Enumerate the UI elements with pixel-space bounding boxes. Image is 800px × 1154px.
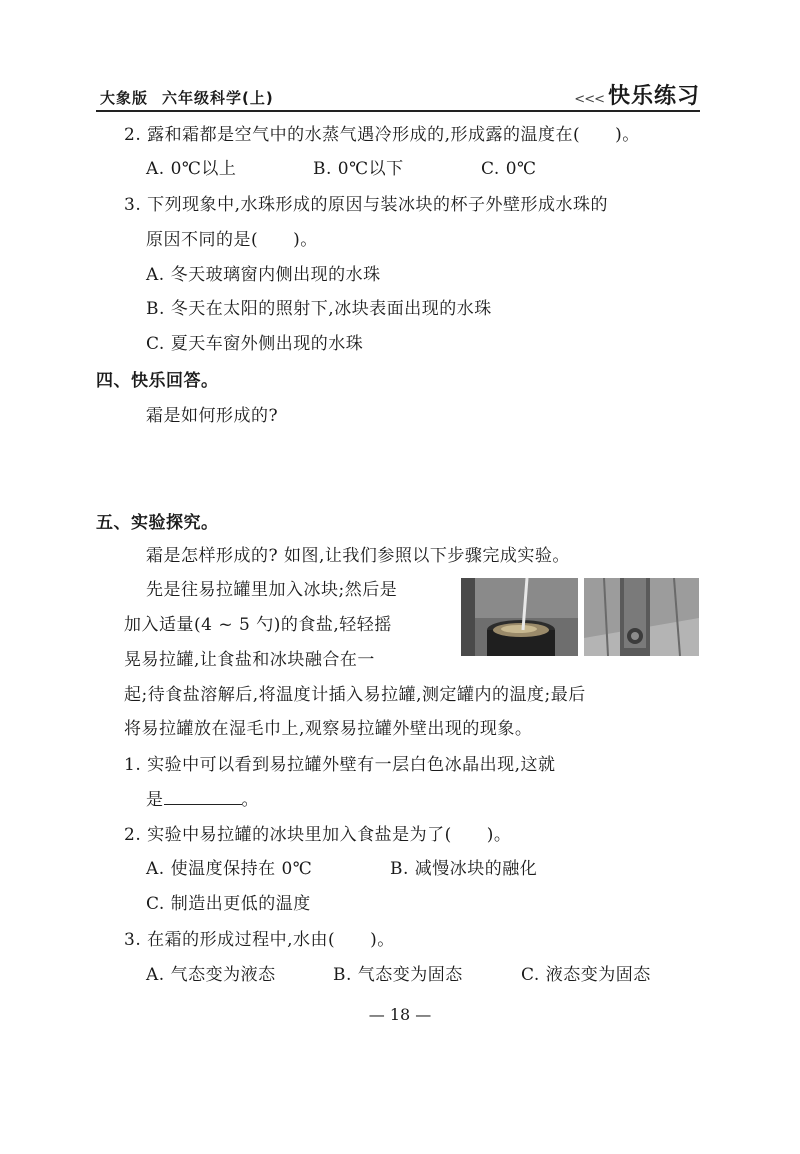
section-4-question: 霜是如何形成的? bbox=[146, 406, 279, 426]
experiment-question-3-option-c: C. 液态变为固态 bbox=[521, 965, 651, 985]
section-banner bbox=[574, 79, 700, 110]
experiment-question-2-option-b: B. 减慢冰块的融化 bbox=[390, 859, 538, 879]
experiment-question-2: 2. 实验中易拉罐的冰块里加入食盐是为了( )。 bbox=[124, 825, 512, 845]
experiment-question-2-option-c: C. 制造出更低的温度 bbox=[146, 894, 311, 914]
section-4-title: 四、快乐回答。 bbox=[96, 371, 219, 391]
section-5-paragraph-line-5: 将易拉罐放在湿毛巾上,观察易拉罐外壁出现的现象。 bbox=[124, 719, 533, 739]
photo-can-with-thermometer bbox=[461, 578, 578, 656]
question-3-line-1: 3. 下列现象中,水珠形成的原因与装冰块的杯子外壁形成水珠的 bbox=[124, 195, 609, 215]
grade-subject-label: 六年级科学(上) bbox=[162, 89, 274, 107]
question-3-line-2: 原因不同的是( )。 bbox=[146, 230, 318, 250]
section-title: 快乐练习 bbox=[607, 84, 700, 109]
header-divider bbox=[96, 110, 700, 112]
experiment-photos bbox=[461, 578, 699, 656]
answer-blank[interactable] bbox=[164, 788, 242, 805]
section-5-title: 五、实验探究。 bbox=[96, 513, 219, 533]
experiment-question-1-line-1: 1. 实验中可以看到易拉罐外壁有一层白色冰晶出现,这就 bbox=[124, 755, 556, 775]
experiment-question-3-option-a: A. 气态变为液态 bbox=[146, 965, 276, 985]
page-number: — 18 — bbox=[368, 1005, 432, 1024]
question-3-option-b: B. 冬天在太阳的照射下,冰块表面出现的水珠 bbox=[146, 299, 492, 319]
section-5-paragraph-line-2: 加入适量(4 ~ 5 勺)的食盐,轻轻摇 bbox=[124, 615, 392, 635]
photo-can-frost bbox=[584, 578, 699, 656]
chevron-left-icon: <<< bbox=[574, 92, 604, 107]
section-5-paragraph-line-3: 晃易拉罐,让食盐和冰块融合在一 bbox=[124, 650, 375, 670]
question-2-option-c: C. 0℃ bbox=[481, 159, 537, 179]
question-3-option-c: C. 夏天车窗外侧出现的水珠 bbox=[146, 334, 364, 354]
publisher-label: 大象版 bbox=[100, 89, 149, 107]
book-info bbox=[100, 87, 288, 108]
section-5-intro: 霜是怎样形成的? 如图,让我们参照以下步骤完成实验。 bbox=[146, 546, 570, 566]
question-3-option-a: A. 冬天玻璃窗内侧出现的水珠 bbox=[146, 265, 381, 285]
experiment-question-2-option-a: A. 使温度保持在 0℃ bbox=[146, 859, 313, 879]
section-5-paragraph-line-1: 先是往易拉罐里加入冰块;然后是 bbox=[146, 580, 398, 600]
question-2-option-a: A. 0℃以上 bbox=[146, 159, 237, 179]
experiment-question-3-option-b: B. 气态变为固态 bbox=[333, 965, 463, 985]
section-5-paragraph-line-4: 起;待食盐溶解后,将温度计插入易拉罐,测定罐内的温度;最后 bbox=[124, 685, 586, 705]
question-2-option-b: B. 0℃以下 bbox=[313, 159, 404, 179]
page-header bbox=[96, 84, 700, 110]
experiment-question-3: 3. 在霜的形成过程中,水由( )。 bbox=[124, 930, 395, 950]
question-2: 2. 露和霜都是空气中的水蒸气遇冷形成的,形成露的温度在( )。 bbox=[124, 125, 640, 145]
experiment-question-1-suffix: 。 bbox=[241, 790, 259, 810]
experiment-question-1-prefix: 是 bbox=[146, 790, 164, 810]
experiment-question-1-line-2 bbox=[146, 788, 259, 812]
